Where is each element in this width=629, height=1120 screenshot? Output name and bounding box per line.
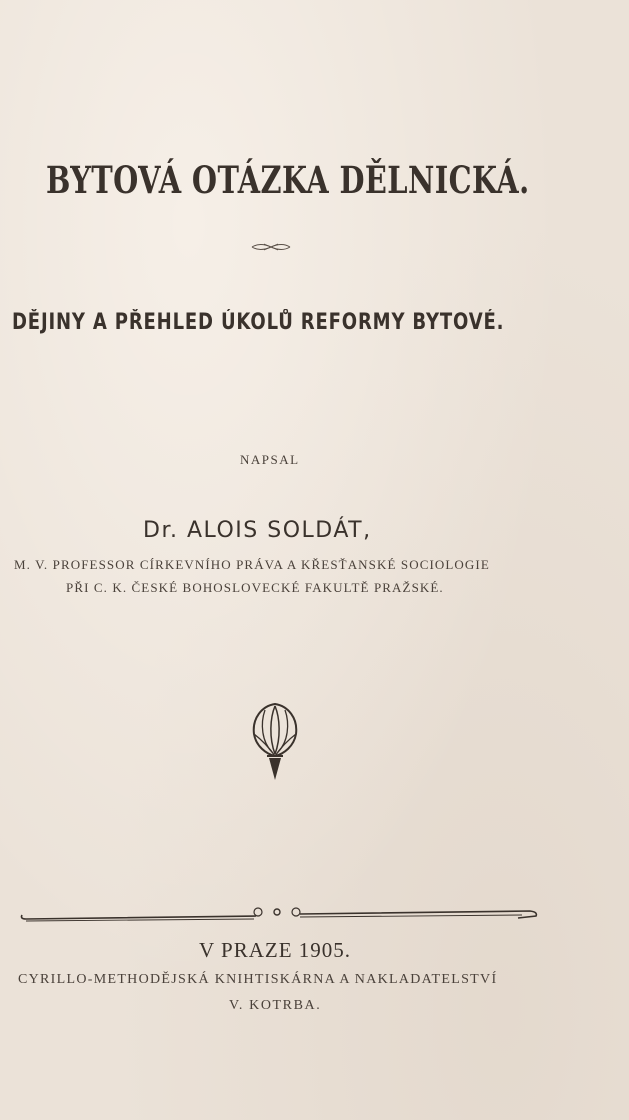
book-title: BYTOVÁ OTÁZKA DĚLNICKÁ.: [46, 158, 530, 202]
author-position-line2: PŘI C. K. ČESKÉ BOHOSLOVECKÉ FAKULTĚ PRAŽSKÉ.: [66, 580, 444, 595]
decorative-rule-icon: [18, 903, 540, 925]
flower-emblem-icon: [248, 700, 302, 784]
imprint-publisher: CYRILLO-METHODĚJSKÁ KNIHTISKÁRNA A NAKLADATELSTVÍ: [18, 972, 498, 987]
author-position-line1: M. V. PROFESSOR CÍRKEVNÍHO PRÁVA A KŘESŤANSKÉ SOCIOLOGIE: [14, 557, 490, 572]
flourish-ornament-icon: [250, 240, 292, 254]
byline-label: NAPSAL: [240, 452, 300, 467]
imprint-place-year: V PRAZE 1905.: [199, 938, 352, 962]
imprint-publisher-owner: V. KOTRBA.: [229, 998, 322, 1013]
author-name: Dr. ALOIS SOLDÁT,: [143, 518, 372, 543]
book-subtitle: DĚJINY A PŘEHLED ÚKOLŮ REFORMY BYTOVÉ.: [12, 310, 505, 335]
